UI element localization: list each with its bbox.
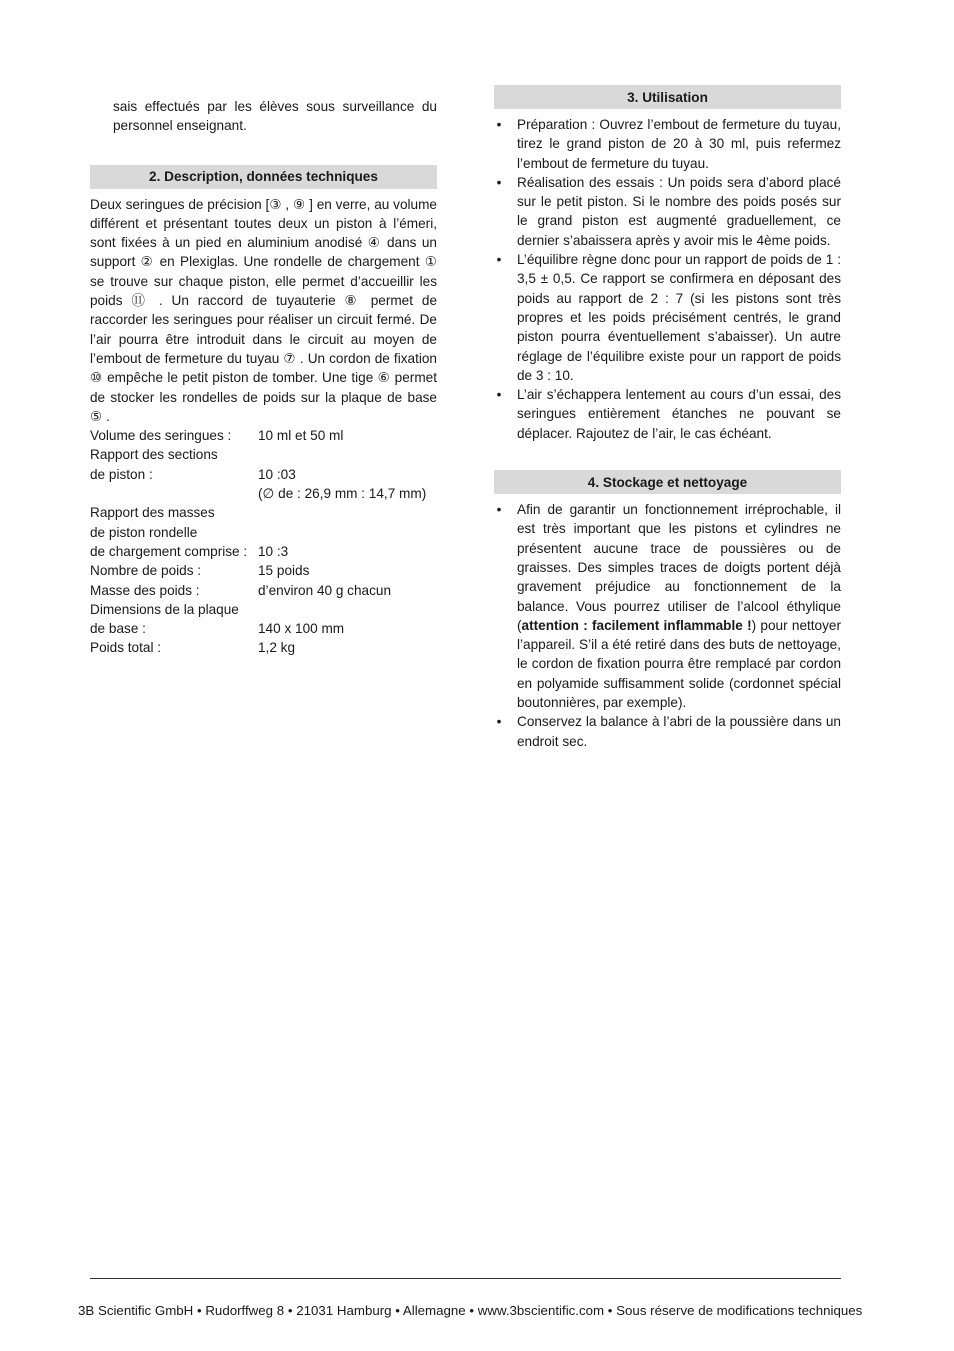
bullet-icon: • <box>496 387 502 403</box>
spec-value <box>258 445 426 464</box>
spec-label: de chargement comprise : <box>90 543 248 559</box>
spec-label: de base : <box>90 621 146 637</box>
spec-label: Dimensions de la plaque <box>90 601 239 617</box>
section-3-list <box>494 115 841 443</box>
intro-continuation: sais effectués par les élèves sous surveillance du personnel enseignant. <box>113 99 437 134</box>
spec-row <box>90 600 426 619</box>
spec-label: Volume des seringues : <box>90 428 232 444</box>
spec-row <box>90 503 426 522</box>
bullet-icon: • <box>496 714 502 730</box>
spec-row <box>90 542 426 561</box>
spec-row <box>90 638 426 657</box>
spec-row <box>90 619 426 638</box>
spec-label: Masse des poids : <box>90 582 200 598</box>
section-3-heading: 3. Utilisation <box>494 85 841 109</box>
spec-value: 10 :03 <box>258 466 296 482</box>
bullet-icon: • <box>496 174 502 190</box>
warning-text: attention : facilement inflammable ! <box>521 617 752 633</box>
spec-row <box>90 581 426 600</box>
spec-value: (∅ de : 26,9 mm : 14,7 mm) <box>258 486 427 502</box>
list-item: • L’équilibre règne donc pour un rapport de poids de 1 : 3,5 ± 0,5. Ce rapport se confirmera en déposant des poids au rapport de 2 : 7 (si les pistons sont très propres et les poids précisément centrés, le grand piston pourra éventuellement s’abaisser). Un autre réglage de l’équilibre existe pour un rapport de poids de 3 : 10. <box>494 250 841 385</box>
bullet-icon: • <box>496 502 502 518</box>
spec-label: de piston rondelle <box>90 524 198 540</box>
page-footer: 3B Scientific GmbH • Rudorffweg 8 • 21031 Hamburg • Allemagne • www.3bscientific.com • Sous réserve de modifications techniques <box>78 1303 863 1318</box>
left-column <box>90 85 437 658</box>
section-2-heading: 2. Description, données techniques <box>90 165 437 189</box>
spec-value: 15 poids <box>258 563 310 579</box>
spec-row <box>90 523 426 542</box>
description-paragraph: Deux seringues de précision [③ , ⑨ ] en verre, au volume différent et présentant toutes deux un piston à l’émeri, sont fixées à un pied en aluminium anodisé ④ dans un support ② en Plexiglas. Une rondelle de chargement ① se trouve sur chaque piston, elle permet d’accueillir les poids ⑪ . Un raccord de tuyauterie ⑧ permet de raccorder les seringues pour réaliser un circuit fermé. De l’air pourra être introduit dans le circuit au moyen de l’embout de fermeture du tuyau ⑦ . Un cordon de fixation ⑩ empêche le petit piston de tomber. Une tige ⑥ permet de stocker les rondelles de poids sur la plaque de base ⑤ . <box>90 196 437 424</box>
spec-label <box>90 484 258 503</box>
spec-value: 10 :3 <box>258 543 289 559</box>
right-column <box>494 85 841 751</box>
list-item: • Conservez la balance à l’abri de la poussière dans un endroit sec. <box>494 712 841 751</box>
spec-label: Nombre de poids : <box>90 563 202 579</box>
list-item: • Préparation : Ouvrez l’embout de fermeture du tuyau, tirez le grand piston de 20 à 30 ml, puis refermez l’embout de fermeture du tuyau. <box>494 115 841 173</box>
spec-label: de piston : <box>90 466 153 482</box>
spec-row <box>90 426 426 445</box>
spec-value: d’environ 40 g chacun <box>258 582 392 598</box>
spec-value: 140 x 100 mm <box>258 621 345 637</box>
spec-row <box>90 561 426 580</box>
spec-row <box>90 484 426 503</box>
list-item: • Réalisation des essais : Un poids sera d’abord placé sur le petit piston. Si le nombre des poids posés sur le grand piston est augmenté graduellement, ce dernier s’abaissera après y avoir mis le 4ème poids. <box>494 173 841 250</box>
list-item: • L’air s’échappera lentement au cours d’un essai, des seringues entièrement étanches ne pouvant se déplacer. Rajoutez de l’air, le cas échéant. <box>494 385 841 443</box>
specs-table <box>90 426 426 658</box>
spec-value <box>258 523 426 542</box>
spec-row <box>90 465 426 484</box>
spec-value: 1,2 kg <box>258 640 296 656</box>
spec-label: Poids total : <box>90 640 162 656</box>
spec-value: 10 ml et 50 ml <box>258 428 344 444</box>
footer-divider <box>90 1278 841 1279</box>
spec-row <box>90 445 426 464</box>
bullet-icon: • <box>496 117 502 132</box>
list-item: • Afin de garantir un fonctionnement irréprochable, il est très important que les pistons et cylindres ne présentent aucune trace de poussières ou de graisses. Des simples traces de doigts portent déjà gravement préjudice au fonctionnement de la balance. Vous pourrez utiliser de l’alcool éthylique (attention : facilement inflammable !) pour nettoyer l’appareil. S’il a été retiré dans des buts de nettoyage, le cordon de fixation pourra être remplacé par cordon en polyamide suffisamment solide (cordonnet spécial boutonnières, par exemple). <box>494 500 841 712</box>
section-4-list <box>494 500 841 751</box>
section-4-heading: 4. Stockage et nettoyage <box>494 470 841 494</box>
spec-label: Rapport des sections <box>90 447 218 463</box>
spec-value <box>258 503 426 522</box>
spec-label: Rapport des masses <box>90 505 215 521</box>
bullet-icon: • <box>496 252 502 268</box>
spec-value <box>258 600 426 619</box>
